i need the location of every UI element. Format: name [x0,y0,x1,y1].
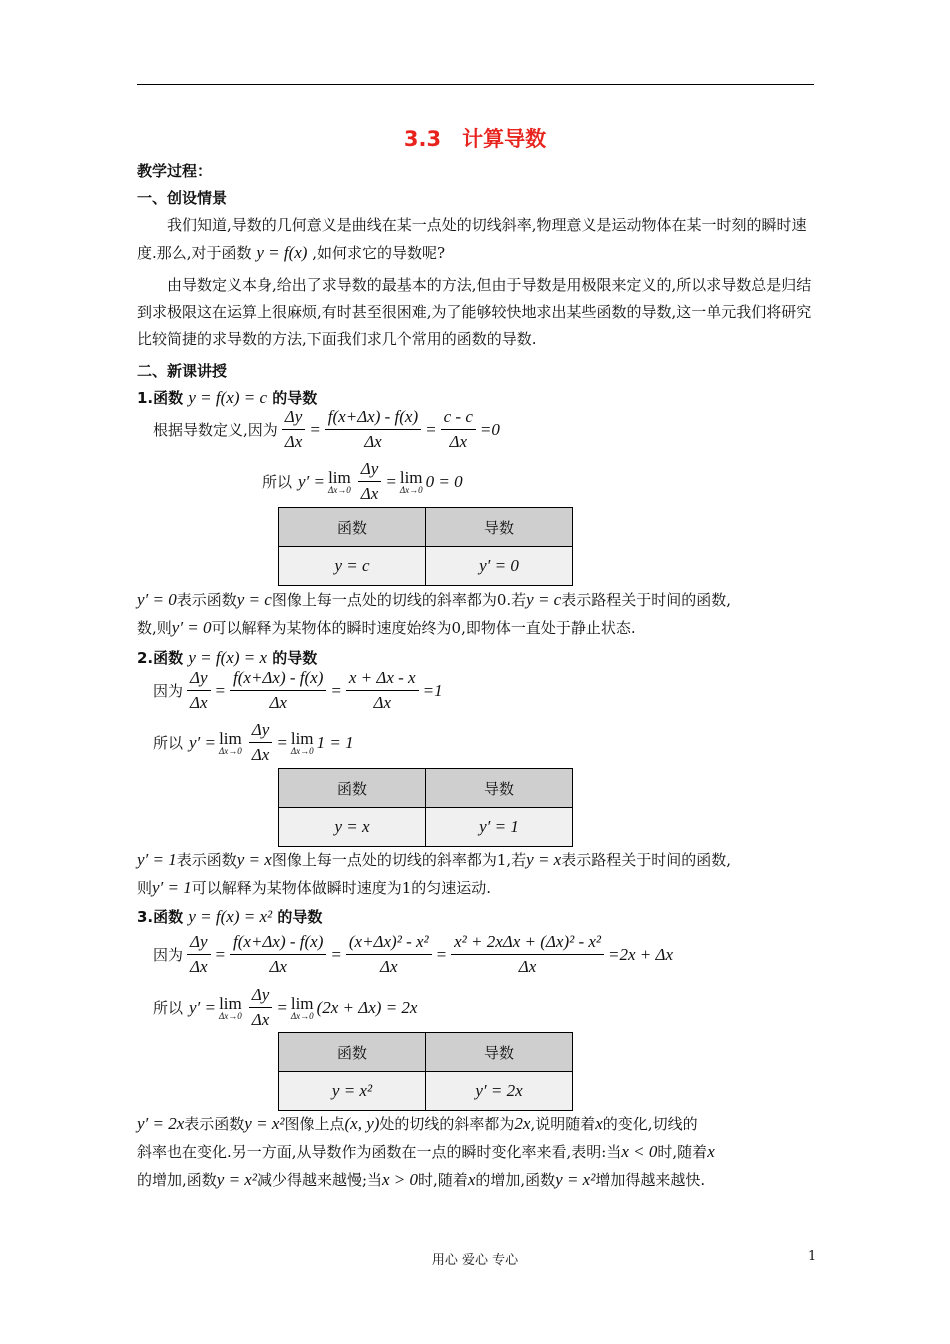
p1-text-a: 我们知道,导数的几何意义是曲线在某一点处的切线斜率,物理意义是运动物体在某一时刻的瞬时速度.那么,对于函数 [137,216,807,262]
part1-line2-text: 所以 [262,473,293,491]
table-header-function: 函数 [279,769,426,808]
fraction-c-minus-c: $\frac{c - c}{\Delta x}$ [441,407,476,452]
fraction-dy-dx: $\frac{\Delta y}{\Delta x}$ [249,985,273,1030]
table-header-function: 函数 [279,508,426,547]
table-header-derivative: 导数 [426,769,573,808]
part2-equation1: 因为 $\frac{\Delta y}{\Delta x}$ = $\frac{f(x+\Delta x) - f(x)}{\Delta x}$ = $\frac{x + \Delta x - x}{\Delta x}$ = 1 [153,668,443,712]
result-value: 0 [491,419,500,439]
fraction-dy-dx: $\frac{\Delta y}{\Delta x}$ [187,668,211,713]
part1-table [278,507,573,586]
section1-heading: 一、创设情景 [137,189,228,207]
derivative-symbol: y′ = [298,471,326,491]
part1-heading-prefix: 1.函数 [137,389,184,407]
page-footer: 用心 爱心 专心 [431,1253,519,1268]
fraction-dy-dx: $\frac{\Delta y}{\Delta x}$ [249,720,273,765]
table-cell-function: y = c [279,547,426,586]
fraction-x-expansion: $\frac{x + \Delta x - x}{\Delta x}$ [346,668,419,713]
limit-operator: lim Δx→0 [290,729,314,756]
part1-note: y′ = 0表示函数y = c图像上每一点处的切线的斜率都为0.若y = c表示路程关于时间的函数, [137,590,731,609]
limit-operator: lim Δx→0 [219,994,242,1021]
table-header-function: 函数 [279,1033,426,1072]
part1-note-line2: 数,则y′ = 0可以解释为某物体的瞬时速度始终为0,即物体一直处于静止状态. [137,618,636,637]
section2-heading: 二、新课讲授 [137,362,228,380]
result-value: 0 = 0 [425,471,463,491]
part3-note-line3: 的增加,函数y = x²减少得越来越慢;当x > 0时,随着x的增加,函数y = x²增加得越来越快. [137,1170,706,1189]
part2-note-line2: 则y′ = 1可以解释为某物体做瞬时速度为1的匀速运动. [137,878,492,897]
limit-operator: lim Δx→0 [219,729,242,756]
limit-operator: lim Δx→0 [399,468,423,495]
part3-equation1: 因为 $\frac{\Delta y}{\Delta x}$ = $\frac{f(x+\Delta x) - f(x)}{\Delta x}$ = $\frac{\text{(x+Δx)² - x²}}{\Delta x}$ = $\frac{\text{x² + 2xΔx + (Δx)² - x²}}{\Delta x}$ = 2x + Δx [153,932,674,976]
p1-formula: y = f(x) [256,243,308,262]
part3-note: y′ = 2x表示函数y = x²图像上点(x, y)处的切线的斜率都为2x,说明随着x的变化,切线的 [137,1114,698,1133]
part2-table [278,768,573,847]
part3-note-line2: 斜率也在变化.另一方面,从导数作为函数在一点的瞬时变化率来看,表明:当x < 0时,随着x [137,1142,715,1161]
fraction-difference-quotient: $\frac{f(x+\Delta x) - f(x)}{\Delta x}$ [325,407,421,452]
table-cell-derivative: y′ = 0 [426,547,573,586]
fraction-dy-dx: $\frac{\Delta y}{\Delta x}$ [282,407,306,452]
section1-paragraph2: 由导数定义本身,给出了求导数的最基本的方法,但由于导数是用极限来定义的,所以求导数总是归结到求极限这在运算上很麻烦,有时甚至很困难,为了能够较快地求出某些函数的导数,这一单元我们将研究比较简捷的求导数的方法,下面我们求几个常用的函数的导数. [137,276,812,348]
header-rule [137,84,814,85]
equals-sign: = [309,419,321,439]
part1-equation1 [153,407,500,452]
part2-note: y′ = 1表示函数y = x图像上每一点处的切线的斜率都为1,若y = x表示路程关于时间的函数, [137,850,731,869]
fraction-difference-quotient: $\frac{f(x+\Delta x) - f(x)}{\Delta x}$ [230,668,326,713]
table-cell-function: y = x [279,808,426,847]
part1-line1-text: 根据导数定义,因为 [153,421,278,439]
p1-text-b: ,如何求它的导数呢? [312,244,446,262]
part1-heading-formula: y = f(x) = c [188,388,267,407]
equals-sign: = [425,419,437,439]
section1-paragraph1 [137,212,817,267]
equals-sign: = [385,471,397,491]
process-heading: 教学过程： [137,162,213,180]
part2-heading-suffix: 的导数 [272,649,318,667]
table-cell-function: y = x² [279,1072,426,1111]
table-header-derivative: 导数 [426,1033,573,1072]
part3-table [278,1032,573,1111]
part3-heading [137,903,817,931]
part2-heading-formula: y = f(x) = x [188,648,267,667]
table-cell-derivative: y′ = 1 [426,808,573,847]
fraction-square-difference: $\frac{\text{(x+Δx)² - x²}}{\Delta x}$ [346,932,432,977]
part3-equation2: 所以 y′ = lim Δx→0 $\frac{\Delta y}{\Delta x}$ = lim Δx→0 (2x + Δx) = 2x [153,985,418,1029]
part1-heading-suffix: 的导数 [272,389,318,407]
equals-sign: = [479,419,492,439]
fraction-dy-dx: $\frac{\Delta y}{\Delta x}$ [187,932,211,977]
limit-operator: lim Δx→0 [328,468,351,495]
page-number: 1 [808,1249,817,1264]
fraction-dy-dx: $\frac{\Delta y}{\Delta x}$ [358,459,382,504]
fraction-difference-quotient: $\frac{f(x+\Delta x) - f(x)}{\Delta x}$ [230,932,326,977]
table-cell-derivative: y′ = 2x [426,1072,573,1111]
part3-heading-formula: y = f(x) = x² [188,907,273,926]
limit-operator: lim Δx→0 [290,994,314,1021]
part1-equation2 [262,459,463,504]
part3-heading-prefix: 3.函数 [137,908,184,926]
part2-equation2: 所以 y′ = lim Δx→0 $\frac{\Delta y}{\Delta x}$ = lim Δx→0 1 = 1 [153,720,354,764]
page-title: 3.3 计算导数 [403,127,547,151]
table-header-derivative: 导数 [426,508,573,547]
part3-heading-suffix: 的导数 [277,908,323,926]
part2-heading-prefix: 2.函数 [137,649,184,667]
fraction-expanded-square: $\frac{\text{x² + 2xΔx + (Δx)² - x²}}{\Delta x}$ [451,932,604,977]
